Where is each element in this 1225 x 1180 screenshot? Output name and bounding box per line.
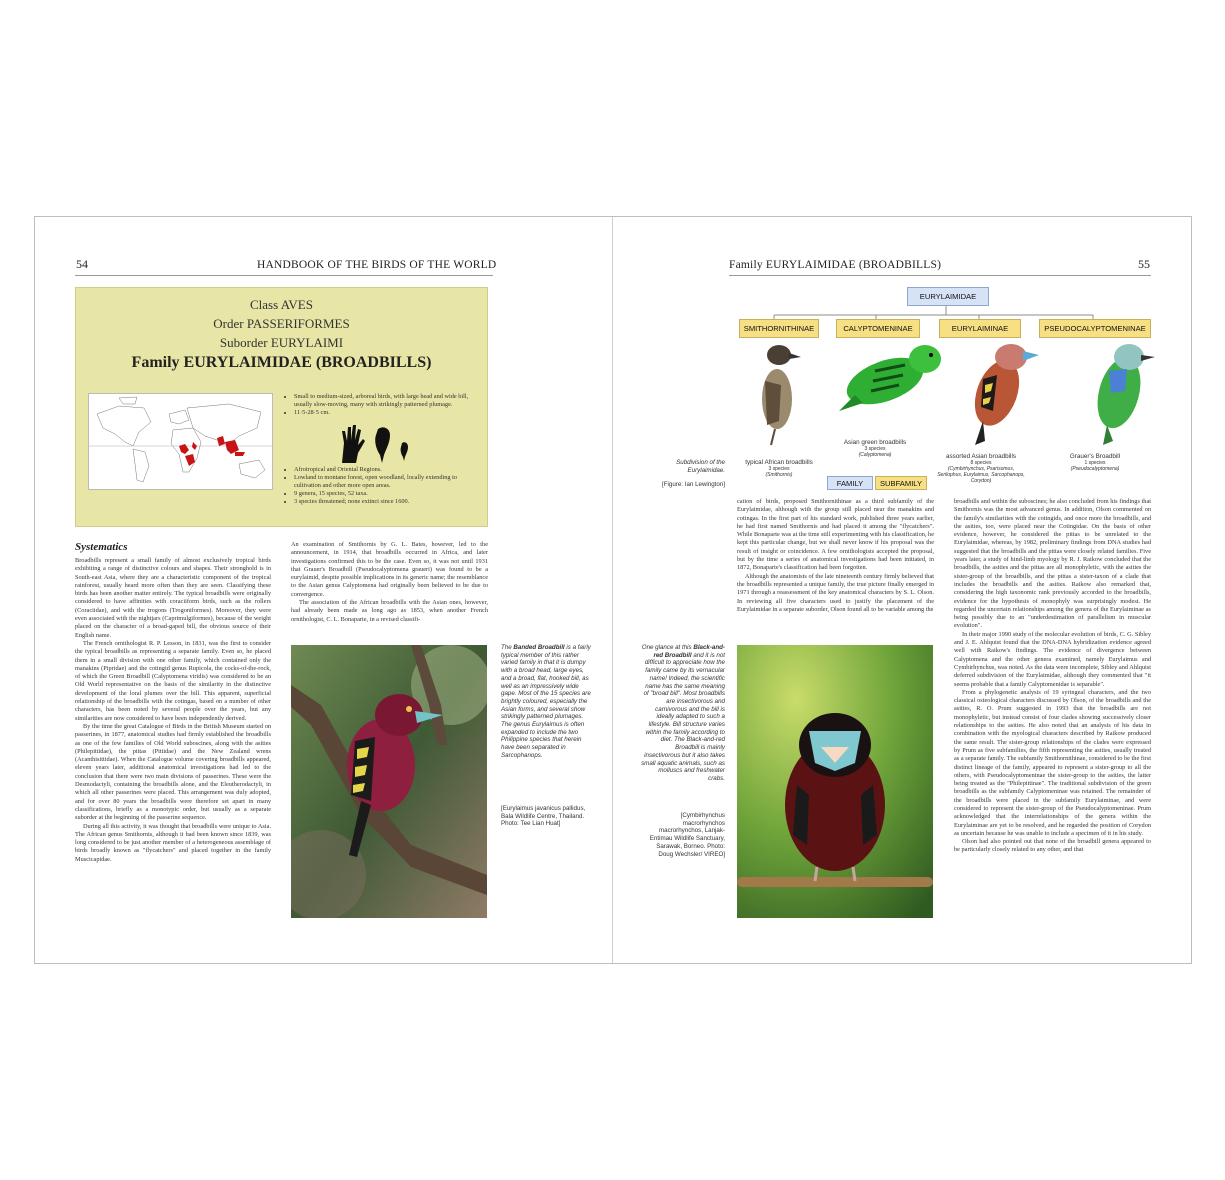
bird-label-smithornis	[735, 459, 823, 478]
banded-broadbill-credit: [Eurylaimus javanicus pallidus, Bala Wildlife Centre, Thailand. Photo: Tee Lian Huat]	[501, 805, 586, 828]
bird-label-name: assorted Asian broadbills	[945, 453, 1016, 460]
bird-label-genera: (Pseudocalyptomena)	[1070, 466, 1120, 472]
tree-subfamily-pseudocalyptomeninae: PSEUDOCALYPTOMENINAE	[1039, 319, 1151, 338]
tree-credit: [Figure: Ian Lewington]	[662, 481, 725, 488]
paragraph: Although the anatomists of the late nineteenth century firmly believed that the broadbills represented a unique family, the true picture finally emerged in 1971 through a reassessment of the key anatomical characters by S. L. Olson. In reviewing all five characters used to justify the placement of the Eurylaimidae in a separate suborder, Olson found all to be variable among the	[737, 572, 934, 613]
size-silhouettes	[338, 421, 414, 465]
paragraph: In their major 1990 study of the molecular evolution of birds, C. G. Sibley and J. E. Ahlquist found that the DNA-DNA hybridization evidence agreed well with Raikow's findings. The evidence of divergence between Calyptomena and the other genera examined, namely Eurylaimus and Cymbirhynchus, was noted. As the data were incomplete, Sibley and Ahlquist deferred subdivision of the Eurylaimidae, although they commented that "it seems probable that a family Calyptomenidae is separable".	[954, 630, 1151, 688]
black-and-red-broadbill-photo	[737, 645, 933, 918]
bullet-item: • 11·5-28·5 cm.	[294, 409, 481, 417]
legend-subfamily: SUBFAMILY	[875, 476, 927, 490]
book-spread	[34, 216, 1192, 964]
paragraph: cation of birds, proposed Smithornithinae as a third subfamily of the Eurylaimidae, although with the group still placed near the manakins and cotingas. In the first part of his standard work, published three years earlier, he had first named Smithornis and had placed it among the "flycatchers". While Bonaparte was at the time still experimenting with his classification, he kept this particular change, but we shall never know if his proposal was the result of insight or coincidence. A few ornithologists accepted the proposal, but by the time a series of anatomical investigations had been initiated, in 1872, Bonaparte's classification had been forgotten.	[737, 498, 934, 572]
black-and-red-broadbill-credit: [Cymbirhynchus macrorhynchos macrorhynchos, Lanjak-Entimau Wildlife Sanctuary, Sarawak, Borneo. Photo: Doug Wechsler/ VIREO]	[649, 812, 725, 858]
bird-label-name: Grauer's Broadbill	[1069, 453, 1121, 460]
caption-text: is a fairly typical member of this rather varied family in that it is dumpy with a broad head, large eyes, and a broad, flat, hooked bill, as well as an impressively wide gape. Most of the 15 species are brightly coloured, especially the Asian forms, and several show strikingly patterned plumages. The genus Eurylaimus is often expanded to include the two Philippine species that herein have been separated in Sarcophanops.	[501, 644, 591, 759]
tree-subfamily-eurylaiminae: EURYLAIMINAE	[939, 319, 1021, 338]
legend-family: FAMILY	[827, 476, 873, 490]
bird-label-name: Asian green broadbills	[843, 439, 907, 446]
class-line: Class AVES	[250, 297, 313, 312]
section-heading-systematics: Systematics	[75, 541, 128, 553]
bird-label-detail: 3 species	[864, 446, 886, 452]
tree-subfamily-calyptomeninae: CALYPTOMENINAE	[836, 319, 920, 338]
banded-broadbill-caption	[501, 644, 593, 760]
paragraph: Olson had also pointed out that none of the broadbill genera appeared to be particularly closely related to any other, and that	[954, 838, 1151, 854]
bird-label-detail: 3 species	[768, 466, 790, 472]
bird-label-name: typical African broadbills	[745, 459, 813, 466]
bird-label-calyptomena	[831, 439, 919, 458]
family-header-box	[75, 287, 488, 527]
paragraph: The French ornithologist R. P. Lesson, in 1831, was the first to consider the typical broadbills as representing a separate family. Even so, he placed them in a small division with one other family, which contained only the manakins (Pipridae) and the cotingid genus Rupicola, the cocks-of-the-rock, of which the Green Broadbill (Calyptomena viridis) was considered to be an Old World representative on the basis of the similarity in the distinctive development of the loral plumes over the bill. This apparent, superficial relationship of the broadbills with the cotingas, based on a number of other characters, has been noted by several people over the years, but any similarities are now considered to have been independently derived.	[75, 639, 271, 722]
bullet-item: • Small to medium-sized, arboreal birds, with large head and wide bill, usually slow-moving, many with strikingly patterned plumage.	[294, 393, 481, 409]
bullet-item: • Afrotropical and Oriental Regions.	[294, 466, 481, 474]
order-line: Order PASSERIFORMES	[213, 316, 350, 331]
caption-lead: One glance at this	[641, 644, 692, 651]
bullet-item: • 3 species threatened; none extinct since 1600.	[294, 498, 481, 506]
bullet-item: • 9 genera, 15 species, 52 taxa.	[294, 490, 481, 498]
bird-label-genera: (Calyptomena)	[858, 452, 892, 458]
family-line: Family EURYLAIMIDAE (BROADBILLS)	[131, 354, 432, 371]
calyptomena-illustration	[839, 345, 941, 413]
right-column-2	[954, 498, 1151, 918]
bullets-top	[286, 393, 481, 417]
tree-root-eurylaimidae: EURYLAIMIDAE	[907, 287, 989, 306]
page-number-right: 55	[1138, 257, 1150, 271]
left-column-1	[75, 557, 271, 917]
bird-label-eurylaimus	[935, 453, 1027, 484]
page-number-left: 54	[76, 257, 88, 271]
bird-label-pseudocalyptomena	[1051, 453, 1139, 472]
running-head-left: HANDBOOK OF THE BIRDS OF THE WORLD	[257, 259, 497, 271]
paragraph: Broadbills represent a small family of almost exclusively tropical birds exhibiting a range of distinctive colours and shapes. Their stronghold is in South-east Asia, where they are a characteristic component of the tropical rainforest, usually heard more often than they are seen. Classifying these birds has been another matter entirely. The typical broadbills were originally considered to have affinities with coraciiform birds, such as the rollers (Coraciidae), and with the trogons (Trogoniformes). Moreover, they were even associated with the nightjars (Caprimulgiformes), because of the weight placed on the character of a broad-gaped bill, the obvious source of their English name.	[75, 557, 271, 639]
eurylaimus-illustration	[967, 344, 1039, 445]
paragraph: By the time the great Catalogue of Birds in the British Museum started on passerines, in 1877, anatomical studies had firmly established the broadbills as one of the few families of Old World suboscines, along with the asities (Philepittidae), the pittas (Pittidae) and the New Zealand wrens (Acanthisittidae). When the Catalogue volume covering broadbills appeared, eleven years later, additional anatomical investigations had led to the conclusion that there were two main divisions of passerines. These were the Desmodactyli, containing the broadbills alone, and the Eleutherodactyli, in which all other passerines were placed. This arrangement was duly adopted, and for over 80 years the broadbills were therefore set apart in many classifications, briefly as a monotypic order, but usually as a separate suborder at the beginning of the passerine sequence.	[75, 722, 271, 822]
gutter	[612, 217, 613, 963]
banded-broadbill-photo	[291, 645, 487, 918]
small-bird-silhouette-icon	[401, 442, 408, 461]
paragraph: An examination of Smithornis by G. L. Bates, however, led to the announcement, in 1914, that broadbills occurred in Africa, and later investigations confirmed this to be the case. Even so, it was not until 1931 that Grauer's Broadbill (Pseudocalyptomena graueri) was found to be a eurylaimid, despite possible implications in its generic name; the resemblance to the Asian genus Calyptomena had originally been believed to be due to convergence.	[291, 541, 488, 598]
left-column-2	[291, 541, 488, 635]
paragraph: broadbills and within the suboscines; he also concluded from his findings that Smithornis was the most advanced genus. In addition, Olson commented on the family's similarities with the cotingids, and once more the broadbills, and the asities, too, were placed near the Cotingidae. On the basis of other evidence, however, he considered the pittas to be unrelated to the Eurylaimidae, whereas, by 1982, preliminary findings from DNA studies had suggested that the broadbills and the pittas were closely related families. Five years later, a study of hind-limb myology by R. J. Raikow concluded that the broadbills, the asities and the pittas are all monophyletic, with the asities the sister-group of the broadbills, and the pittas a sister-taxon of a clade that includes the broadbills and the asities. Raikow also remarked that, considering the high taxonomic rank previously accorded to the broadbills, evidence for the hypothesis of monophyly was surprisingly modest. He regarded the uncertain relationships among the genera of the Eurylaiminae as being possibly due to an "underdestimation of parallelism in muscular evolution".	[954, 498, 1151, 630]
caption-bold-name: Banded Broadbill	[513, 644, 565, 651]
bullet-list-top	[286, 393, 481, 417]
world-map-graphic	[89, 394, 272, 489]
large-bird-silhouette-icon	[375, 427, 390, 463]
right-column-1	[737, 498, 934, 638]
bird-label-detail: 1 species	[1084, 460, 1106, 466]
running-head-right: Family EURYLAIMIDAE (BROADBILLS)	[729, 259, 942, 271]
paragraph: During all this activity, it was thought that broadbills were unique to Asia. The African genus Smithornis, although it had been known since 1839, was long considered to be just another member of a heterogeneous assemblage of birds broadly known as "flycatchers" and placed together in the family Muscicapidae.	[75, 822, 271, 863]
bullets-bottom	[286, 466, 481, 506]
bird-illustrations	[735, 341, 1155, 447]
hand-silhouette-icon	[342, 425, 365, 463]
black-and-red-broadbill-caption	[641, 644, 725, 783]
pseudocalyptomena-illustration	[1090, 344, 1155, 445]
bird-label-detail: 8 species	[970, 460, 992, 466]
tree-subfamily-smithornithinae: SMITHORNITHINAE	[739, 319, 819, 338]
header-rule-right	[729, 275, 1151, 276]
bullet-item: • Lowland to montane forest, open woodland, locally extending to cultivation and other more open areas.	[294, 474, 481, 490]
bird-label-genera: (Cymbirhynchus, Psarisomus, Serilophus, Eurylaimus, Sarcophanops, Corydon)	[937, 466, 1025, 484]
paragraph: From a phylogenetic analysis of 19 syringeal characters, and the two classical osteological characters discussed by Olson, of the broadbills and the asities, R. O. Prum suggested in 1993 that the broadbills are not monophyletic, but instead consist of four clades showing successively closer relationships to the asities. He also noted that an analysis of his data in combination with the myological characters described by Raikow produced the same result. The sister-group relationships of the clades were expressed by Prum as five subfamilies, the fifth representing the asities, usually treated as a separate family. The subfamily Smithornithinae, considered to be the first distinct lineage of the family, appeared to represent a sister-group to all the others, with Pseudocalyptomeninae the sister-group to the asities, the latter being treated as the "Philepittinae". The traditional subdivision of the green broadbills as the subfamily Calyptomeninae was retained. The remainder of the broadbills were placed in the subfamily Eurylaiminae, and were considered to represent the sister-group of the Pseudocalyptomeninae. Prum acknowledged that the interrelationships of the genera within the Eurylaiminae are yet to be resolved, and he regarded the position of Corydon as uncertain because he was unable to include a specimen of it in his study.	[954, 688, 1151, 837]
caption-lead: The	[501, 644, 512, 651]
bullet-list-bottom	[286, 466, 481, 506]
paragraph: The association of the African broadbills with the Asian ones, however, had already been made as long ago as 1853, when another French ornithologist, C. L. Bonaparte, in a revised classifi-	[291, 599, 488, 623]
suborder-line: Suborder EURYLAIMI	[219, 335, 344, 350]
caption-text: and it is not difficult to appreciate how the family came by its vernacular name! Indeed, the scientific name has the same meaning of "broad bill". Most broadbills are insectivorous and carnivorous and the bill is ideally adapted to such a lifestyle. Bill structure varies within the family according to diet. The Black-and-red Broadbill is mainly insectivorous but it also takes small aquatic animals, such as molluscs and freshwater crabs.	[641, 651, 725, 782]
caption-bold-name: Black-and-red Broadbill	[653, 644, 725, 659]
smithornis-illustration	[762, 345, 801, 445]
tree-caption: Subdivision of the Eurylaimidae.	[676, 459, 725, 474]
header-rule-left	[75, 275, 493, 276]
bird-label-genera: (Smithornis)	[765, 472, 793, 478]
range-map	[88, 393, 273, 490]
